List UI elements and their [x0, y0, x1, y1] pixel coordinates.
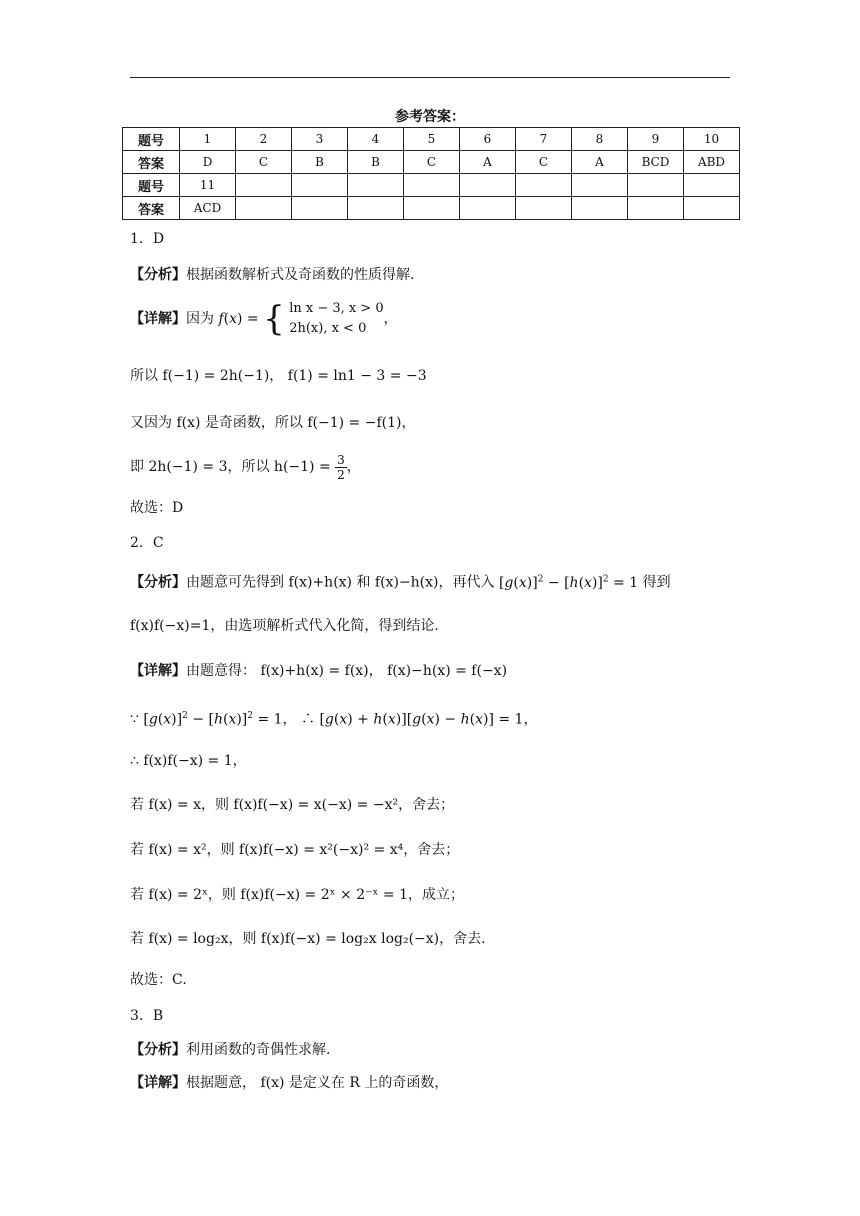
- cell: [292, 174, 348, 197]
- brace-icon: {: [263, 299, 285, 339]
- line4-text: 即 2h(−1) = 3，所以 h(−1) =: [130, 459, 331, 475]
- q2-because: ∵ $[g(x)]^2 - [h(x)]^2 = 1$， ∴ [g(x) + h(x)][g(x) − h(x)] = 1，: [130, 711, 538, 728]
- cell: [684, 197, 740, 220]
- analysis-tag: 【分析】: [130, 574, 186, 591]
- detail-tag: 【详解】: [130, 311, 186, 327]
- cell: 10: [684, 128, 740, 151]
- answer-table: [122, 127, 740, 220]
- case-2: 2h(x), x < 0: [289, 321, 367, 336]
- denominator: 2: [337, 467, 345, 482]
- q2-conclusion: 故选：C.: [130, 972, 187, 988]
- q2-case-1: 若 f(x) = x，则 f(x)f(−x) = x(−x) = −x²，舍去；: [130, 797, 455, 813]
- table-row: [123, 128, 740, 151]
- q2-case-4: 若 f(x) = log₂x，则 f(x)f(−x) = log₂x log₂(−x)，舍去.: [130, 931, 486, 947]
- q2-heading: 2．C: [130, 535, 164, 551]
- q1-conclusion: 故选：D: [130, 500, 184, 516]
- cell: D: [180, 151, 236, 174]
- header-label: 题号: [123, 128, 180, 151]
- cell: BCD: [628, 151, 684, 174]
- detail-text: 根据题意， f(x) 是定义在 R 上的奇函数，: [186, 1075, 449, 1091]
- analysis-text: 根据函数解析式及奇函数的性质得解.: [186, 267, 415, 283]
- cell: [348, 174, 404, 197]
- table-row: [123, 174, 740, 197]
- cell: ABD: [684, 151, 740, 174]
- cell: [628, 197, 684, 220]
- cell: [572, 174, 628, 197]
- cell: [516, 197, 572, 220]
- cell: [236, 174, 292, 197]
- cell: [684, 174, 740, 197]
- analysis-text-b: 得到: [642, 574, 671, 591]
- cell: [516, 174, 572, 197]
- case-1: ln x − 3, x > 0: [289, 301, 384, 316]
- cell: A: [460, 151, 516, 174]
- cell: 8: [572, 128, 628, 151]
- q2-case-3: 若 f(x) = 2ˣ，则 f(x)f(−x) = 2ˣ × 2⁻ˣ = 1，成立；: [130, 887, 464, 903]
- cell: 6: [460, 128, 516, 151]
- answer-label: 答案: [123, 197, 180, 220]
- cell: 11: [180, 174, 236, 197]
- function-label: f: [218, 311, 224, 327]
- q2-case-2: 若 f(x) = x²，则 f(x)f(−x) = x²(−x)² = x⁴，舍去；: [130, 842, 460, 858]
- cell: [348, 197, 404, 220]
- analysis-tag: 【分析】: [130, 1042, 186, 1058]
- analysis-text-a: 由题意可先得到 f(x)+h(x) 和 f(x)−h(x)，再代入: [186, 574, 495, 591]
- cell: B: [292, 151, 348, 174]
- header-label: 题号: [123, 174, 180, 197]
- q2-analysis: [130, 569, 671, 593]
- cell: 3: [292, 128, 348, 151]
- detail-tag: 【详解】: [130, 1075, 186, 1091]
- cell: C: [404, 151, 460, 174]
- identity-formula: $[g(x)]^2 - [h(x)]^2 = 1$: [498, 574, 639, 591]
- cell: C: [236, 151, 292, 174]
- fraction: [335, 453, 347, 482]
- q1-analysis: [130, 265, 414, 285]
- q2-therefore: ∴ f(x)f(−x) = 1，: [130, 753, 247, 769]
- cell: 2: [236, 128, 292, 151]
- q3-analysis: [130, 1040, 330, 1060]
- numerator: 3: [337, 452, 345, 467]
- page-title: 参考答案：: [395, 109, 465, 125]
- q1-detail: 【详解】因为 f(x) = { ln x − 3, x > 0 2h(x), x < 0 ，: [130, 299, 398, 339]
- analysis-tag: 【分析】: [130, 267, 186, 283]
- cell: 5: [404, 128, 460, 151]
- q1-line4: 即 2h(−1) = 3，所以 h(−1) = $\frac{3}{2}$ ，: [130, 452, 361, 482]
- q2-analysis-cont: f(x)f(−x)=1，由选项解析式代入化简，得到结论.: [130, 618, 439, 634]
- analysis-text: 利用函数的奇偶性求解.: [186, 1042, 331, 1058]
- cell: [460, 174, 516, 197]
- q2-detail: [130, 661, 507, 681]
- cell: [460, 197, 516, 220]
- cell: [404, 174, 460, 197]
- q3-heading: 3．B: [130, 1008, 164, 1024]
- cell: [572, 197, 628, 220]
- cell: 7: [516, 128, 572, 151]
- q1-line3: 又因为 f(x) 是奇函数，所以 f(−1) = −f(1)，: [130, 415, 416, 431]
- piecewise-cases: [289, 299, 383, 339]
- cell: 1: [180, 128, 236, 151]
- detail-intro: 因为: [186, 311, 214, 327]
- cell: [404, 197, 460, 220]
- cell: 4: [348, 128, 404, 151]
- cell: [628, 174, 684, 197]
- cell: ACD: [180, 197, 236, 220]
- header-rule: [130, 77, 730, 78]
- table-row: [123, 151, 740, 174]
- cell: A: [572, 151, 628, 174]
- answer-label: 答案: [123, 151, 180, 174]
- q1-line2: 所以 f(−1) = 2h(−1)， f(1) = ln1 − 3 = −3: [130, 368, 427, 384]
- cell: 9: [628, 128, 684, 151]
- cell: [292, 197, 348, 220]
- cell: [236, 197, 292, 220]
- q1-heading: 1．D: [130, 231, 165, 247]
- cell: C: [516, 151, 572, 174]
- detail-tag: 【详解】: [130, 663, 186, 679]
- detail-text: 由题意得： f(x)+h(x) = f(x)， f(x)−h(x) = f(−x): [186, 663, 508, 679]
- table-row: [123, 197, 740, 220]
- cell: B: [348, 151, 404, 174]
- q3-detail: [130, 1073, 448, 1093]
